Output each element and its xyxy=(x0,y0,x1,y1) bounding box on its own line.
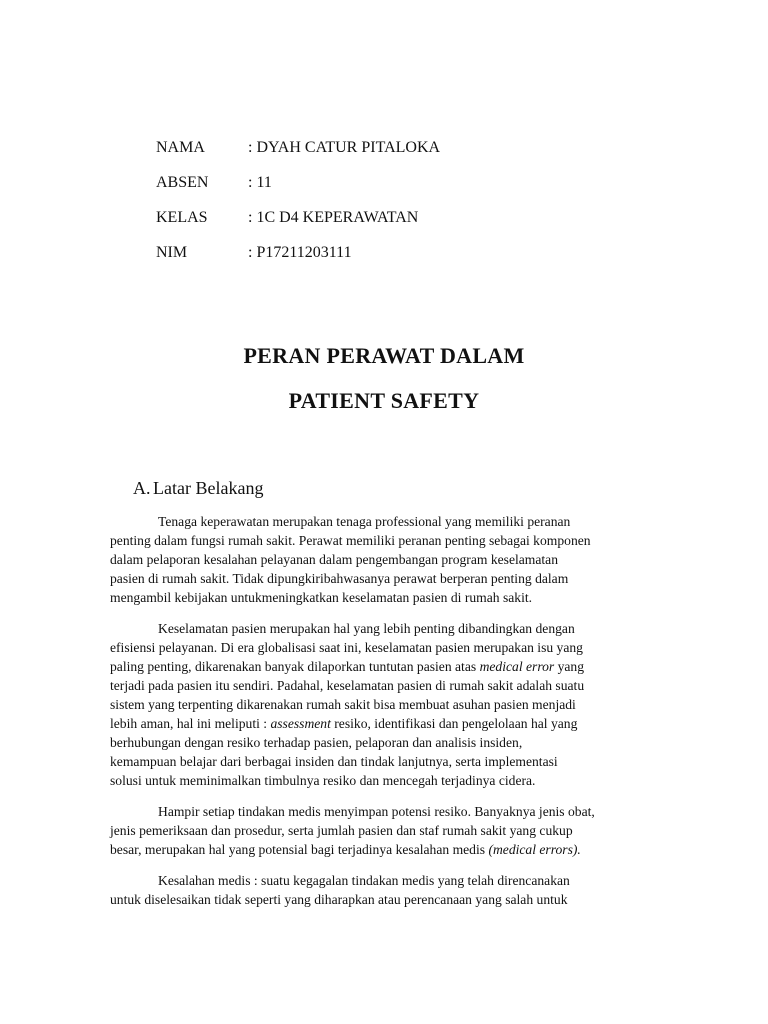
paragraph-line xyxy=(110,512,660,531)
identity-block xyxy=(156,136,676,276)
document-title-line-1: PERAN PERAWAT DALAM xyxy=(243,343,525,368)
text-run: Keselamatan pasien merupakan hal yang lebih penting dibandingkan dengan xyxy=(158,621,575,636)
text-run: pasien di rumah sakit. Tidak dipungkiribahwasanya perawat berperan penting dalam xyxy=(110,571,569,586)
paragraph-line xyxy=(110,771,660,790)
identity-value: : 11 xyxy=(248,174,272,191)
identity-key: ABSEN xyxy=(156,174,209,191)
text-run: sistem yang terpenting dikarenakan rumah sakit bisa membuat asuhan pasien menjadi xyxy=(110,697,576,712)
paragraph-line xyxy=(110,619,660,638)
identity-row-nim xyxy=(156,241,676,276)
text-run: mengambil kebijakan untukmeningkatkan keselamatan pasien di rumah sakit. xyxy=(110,590,533,605)
body-text xyxy=(110,512,660,921)
paragraph xyxy=(110,619,660,790)
text-run: yang xyxy=(554,659,585,674)
paragraph-line xyxy=(110,550,660,569)
text-run: untuk diselesaikan tidak seperti yang diharapkan atau perencanaan yang salah untuk xyxy=(110,892,568,907)
identity-key: NIM xyxy=(156,244,188,261)
paragraph xyxy=(110,802,660,859)
identity-key: KELAS xyxy=(156,209,208,226)
identity-row-nama xyxy=(156,136,676,171)
paragraph xyxy=(110,512,660,607)
text-run: solusi untuk meminimalkan timbulnya resiko dan mencegah terjadinya cidera. xyxy=(110,773,536,788)
section-heading xyxy=(133,476,263,500)
paragraph-line xyxy=(110,638,660,657)
text-run: resiko, identifikasi dan pengelolaan hal yang xyxy=(330,716,578,731)
text-run: Hampir setiap tindakan medis menyimpan potensi resiko. Banyaknya jenis obat, xyxy=(158,804,595,819)
identity-value: : P17211203111 xyxy=(248,244,352,261)
paragraph-line xyxy=(110,569,660,588)
paragraph-line xyxy=(110,890,660,909)
text-run: Kesalahan medis : suatu kegagalan tindakan medis yang telah direncanakan xyxy=(158,873,570,888)
paragraph xyxy=(110,871,660,909)
text-run: penting dalam fungsi rumah sakit. Perawat memiliki peranan penting sebagai komponen xyxy=(110,533,591,548)
text-run: lebih aman, hal ini meliputi : xyxy=(110,716,271,731)
text-run: berhubungan dengan resiko terhadap pasien, pelaporan dan analisis insiden, xyxy=(110,735,523,750)
paragraph-line xyxy=(110,531,660,550)
paragraph-line xyxy=(110,871,660,890)
paragraph-line xyxy=(110,714,660,733)
paragraph-line xyxy=(110,802,660,821)
document-title-line-2: PATIENT SAFETY xyxy=(288,388,480,413)
identity-row-absen xyxy=(156,171,676,206)
paragraph-line xyxy=(110,695,660,714)
text-run: dalam pelaporan kesalahan pelayanan dalam pengembangan program keselamatan xyxy=(110,552,559,567)
section-title: Latar Belakang xyxy=(153,478,264,498)
text-run: efisiensi pelayanan. Di era globalisasi saat ini, keselamatan pasien merupakan isu yang xyxy=(110,640,583,655)
identity-key: NAMA xyxy=(156,139,205,156)
italic-term: medical error xyxy=(479,659,555,674)
paragraph-line xyxy=(110,840,660,859)
paragraph-line xyxy=(110,733,660,752)
text-run: Tenaga keperawatan merupakan tenaga professional yang memiliki peranan xyxy=(158,514,571,529)
paragraph-line xyxy=(110,588,660,607)
paragraph-line xyxy=(110,676,660,695)
text-run: kemampuan belajar dari berbagai insiden dan tindak lanjutnya, serta implementasi xyxy=(110,754,558,769)
paragraph-line xyxy=(110,752,660,771)
text-run: paling penting, dikarenakan banyak dilaporkan tuntutan pasien atas xyxy=(110,659,480,674)
identity-value: : DYAH CATUR PITALOKA xyxy=(248,139,441,156)
identity-value: : 1C D4 KEPERAWATAN xyxy=(248,209,419,226)
text-run: jenis pemeriksaan dan prosedur, serta jumlah pasien dan staf rumah sakit yang cukup xyxy=(110,823,573,838)
identity-row-kelas xyxy=(156,206,676,241)
paragraph-line xyxy=(110,657,660,676)
text-run: besar, merupakan hal yang potensial bagi terjadinya kesalahan medis xyxy=(110,842,489,857)
section-letter: A. xyxy=(133,478,151,498)
paragraph-line xyxy=(110,821,660,840)
italic-term: (medical errors). xyxy=(488,842,581,857)
italic-term: assessment xyxy=(270,716,331,731)
text-run: terjadi pada pasien itu sendiri. Padahal, keselamatan pasien di rumah sakit adalah suatu xyxy=(110,678,585,693)
